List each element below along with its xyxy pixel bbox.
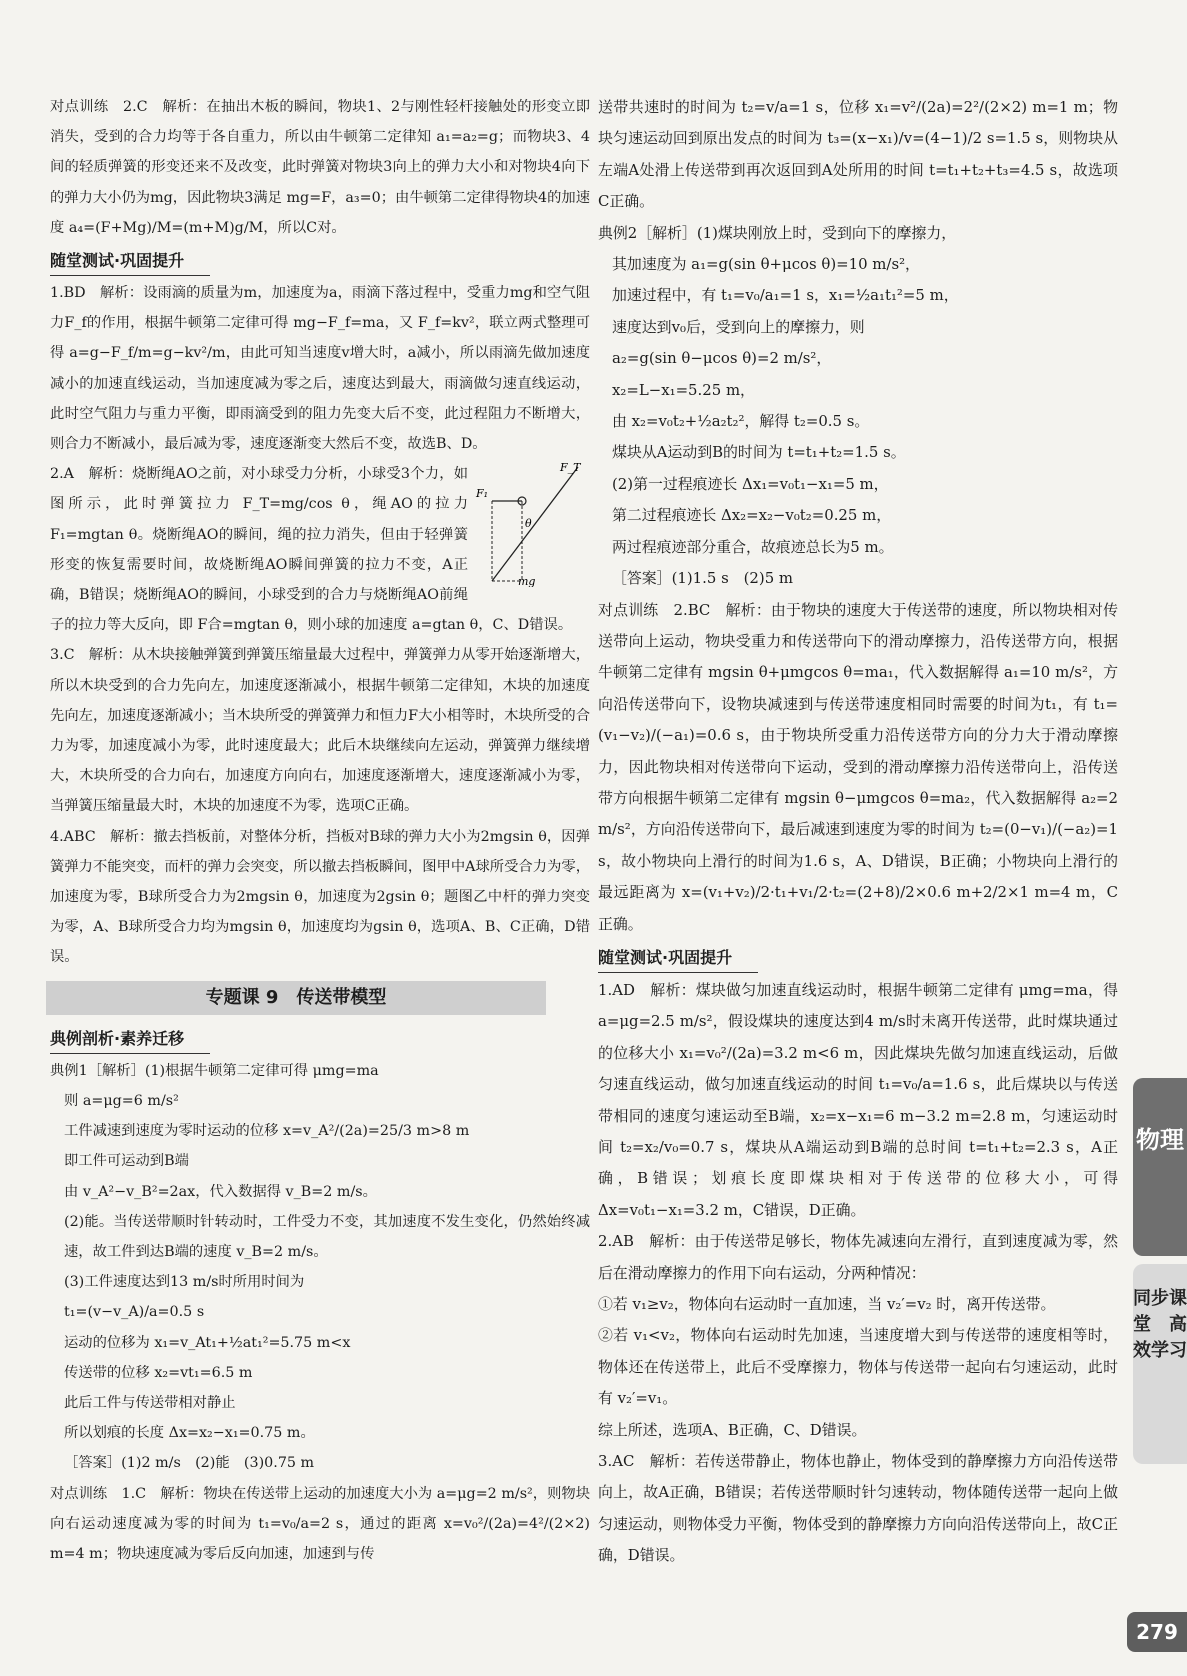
example2-line-c: 加速过程中，有 t₁=v₀/a₁=1 s，x₁=½a₁t₁²=5 m， bbox=[612, 286, 959, 305]
example1-line-c: 工件减速到速度为零时运动的位移 x=v_A²/(2a)=25/3 m>8 m bbox=[64, 1123, 470, 1140]
training-2c: 对点训练 2.C 解析：在抽出木板的瞬间，物块1、2与刚性轻杆接触处的形变立即消失，受到的合力均等于各自重力，所以由牛顿第二定律知 a₁=a₂=g；而物块3、4间的轻质弹簧的形变还来不及改变，此时弹簧对物块3向上的弹力大小和对物块4向下的弹力大小仍为mg，因此物块3满足 mg=F，a₃=0；由牛顿第二定律得物块4的加速度 a₄=(F+Mg)/M=(m+M)g/M，所以C对。 bbox=[50, 99, 590, 236]
training-1c-continued: 送带共速时的时间为 t₂=v/a=1 s，位移 x₁=v²/(2a)=2²/(2×2) m=1 m；物块匀速运动回到原出发点的时间为 t₃=(x−x₁)/v=(4−1)/2 s=1.5 s，则物块从左端A处滑上传送带到再次返回到A处所用的时间 t=t₁+t₂+t₃=4.5 s，故选项C正确。 bbox=[598, 98, 1118, 211]
example2-line-h: 煤块从A运动到B的时间为 t=t₁+t₂=1.5 s。 bbox=[612, 443, 906, 462]
subject-tab: 物理 bbox=[1133, 1078, 1187, 1256]
quiz-item-2-text: 2.A 解析：烧断绳AO之前，对小球受力分析，小球受3个力，如图所示，此时弹簧拉力 F_T=mg/cos θ，绳AO的拉力 F₁=mgtan θ。烧断绳AO的瞬间，绳的拉力消失，但由于轻弹簧形变的恢复需要时间，故烧断绳AO瞬间弹簧的拉力不变，A正确，B错误；烧断绳AO的瞬间，小球受到的合力与烧断绳AO前绳子的拉力等大反向，即 F合=mgtan θ，则小球的加速度 a=gtan θ，C、D错误。 bbox=[50, 466, 573, 634]
chapter-banner: 专题课 9 传送带模型 bbox=[46, 981, 546, 1015]
quiz2-item-2-conclusion: 综上所述，选项A、B正确，C、D错误。 bbox=[598, 1420, 867, 1439]
example1-line-l: 所以划痕的长度 Δx=x₂−x₁=0.75 m。 bbox=[64, 1425, 315, 1442]
example2-line-e: a₂=g(sin θ−μcos θ)=2 m/s²， bbox=[612, 349, 832, 368]
example2-line-a: 典例2［解析］(1)煤块刚放上时，受到向下的摩擦力， bbox=[598, 223, 957, 242]
example2-line-g: 由 x₂=v₀t₂+½a₂t₂²，解得 t₂=0.5 s。 bbox=[612, 412, 870, 431]
quiz-item-2 bbox=[50, 459, 590, 640]
quiz2-item-2: 2.AB 解析：由于传送带足够长，物体先减速向左滑行，直到速度减为零，然后在滑动摩擦力的作用下向右运动，分两种情况： bbox=[598, 1232, 1118, 1282]
example1-line-i: 运动的位移为 x₁=v_At₁+½at₁²=5.75 m<x bbox=[64, 1334, 351, 1351]
example2-line-d: 速度达到v₀后，受到向上的摩擦力，则 bbox=[612, 317, 865, 336]
section-heading-quiz: 随堂测试·巩固提升 bbox=[50, 247, 210, 276]
example2-line-j: 第二过程痕迹长 Δx₂=x₂−v₀t₂=0.25 m， bbox=[612, 506, 892, 525]
label-theta: θ bbox=[525, 517, 532, 531]
page-number: 279 bbox=[1127, 1612, 1187, 1652]
example1-line-h: t₁=(v−v_A)/a=0.5 s bbox=[64, 1304, 205, 1321]
left-column bbox=[50, 92, 590, 1569]
example2-line-f: x₂=L−x₁=5.25 m， bbox=[612, 380, 755, 399]
label-mg: mg bbox=[518, 575, 536, 588]
label-ft: F_T bbox=[560, 461, 581, 475]
example1-answer: ［答案］(1)2 m/s (2)能 (3)0.75 m bbox=[64, 1455, 315, 1472]
section-heading-quiz-2: 随堂测试·巩固提升 bbox=[598, 944, 758, 973]
label-f1: F₁ bbox=[476, 487, 489, 501]
example1-line-a: 典例1［解析］(1)根据牛顿第二定律可得 μmg=ma bbox=[50, 1062, 379, 1079]
series-tab: 同步课堂 高效学习 bbox=[1133, 1264, 1187, 1464]
example2-line-i: (2)第一过程痕迹长 Δx₁=v₀t₁−x₁=5 m， bbox=[612, 474, 889, 493]
example2-line-k: 两过程痕迹部分重合，故痕迹总长为5 m。 bbox=[612, 537, 894, 556]
right-column bbox=[598, 92, 1118, 1572]
quiz-item-4: 4.ABC 解析：撤去挡板前，对整体分析，挡板对B球的弹力大小为2mgsin θ，因弹簧弹力不能突变，而杆的弹力会突变，所以撤去挡板瞬间，图甲中A球所受合力为零，加速度为零，B球所受合力为2mgsin θ，加速度为2gsin θ；题图乙中杆的弹力突变为零，A、B球所受合力均为mgsin θ，加速度均为gsin θ，选项A、B、C正确，D错误。 bbox=[50, 828, 590, 966]
example1-line-e: 由 v_A²−v_B²=2ax，代入数据得 v_B=2 m/s。 bbox=[64, 1183, 377, 1200]
quiz2-item-3: 3.AC 解析：若传送带静止，物体也静止，物体受到的静摩擦力方向沿传送带向上，故A正确，B错误；若传送带顺时针匀速转动，物体随传送带一起向上做匀速运动，则物体受力平衡，物体受到的静摩擦力方向向沿传送带向上，故C正确，D错误。 bbox=[598, 1452, 1118, 1565]
example1-line-g: (3)工件速度达到13 m/s时所用时间为 bbox=[64, 1274, 305, 1291]
quiz2-item-2-case1: ①若 v₁≥v₂，物体向右运动时一直加速，当 v₂′=v₂ 时，离开传送带。 bbox=[598, 1295, 1056, 1314]
example1-line-d: 即工件可运动到B端 bbox=[64, 1153, 189, 1170]
quiz-item-3: 3.C 解析：从木块接触弹簧到弹簧压缩量最大过程中，弹簧弹力从零开始逐渐增大，所以木块受到的合力先向左，加速度逐渐减小，根据牛顿第二定律知，木块的加速度先向左，加速度逐渐减小；当木块所受的弹簧弹力和恒力F大小相等时，木块所受的合力为零，加速度减小为零，此时速度最大；此后木块继续向左运动，弹簧弹力继续增大，木块所受的合力向右，加速度方向向右，加速度逐渐增大，速度逐渐减小为零，当弹簧压缩量最大时，木块的加速度不为零，选项C正确。 bbox=[50, 647, 590, 815]
quiz2-item-2-case2: ②若 v₁<v₂，物体向右运动时先加速，当速度增大到与传送带的速度相等时，物体还在传送带上，此后不受摩擦力，物体与传送带一起向右匀速运动，此时有 v₂′=v₁。 bbox=[598, 1326, 1118, 1408]
force-diagram bbox=[474, 459, 586, 587]
example1-line-j: 传送带的位移 x₂=vt₁=6.5 m bbox=[64, 1364, 253, 1381]
training-2bc: 对点训练 2.BC 解析：由于物块的速度大于传送带的速度，所以物块相对传送带向上运动，物块受重力和传送带向下的滑动摩擦力，沿传送带方向，根据牛顿第二定律有 mgsin θ+μmgcos θ=ma₁，代入数据解得 a₁=10 m/s²，方向沿传送带向下，设物块减速到与传送带速度相同时需要的时间为t₁，有 t₁=(v₁−v₂)/(−a₁)=0.6 s，由于物块所受重力沿传送带方向的分力大于滑动摩擦力，因此物块相对传送带向下运动，受到的滑动摩擦力沿传送带向上，沿传送带方向根据牛顿第二定律有 mgsin θ−μmgcos θ=ma₂，代入数据解得 a₂=2 m/s²，方向沿传送带向下，最后减速到速度为零的时间为 t₂=(0−v₁)/(−a₂)=1 s，故小物块向上滑行的时间为1.6 s，A、D错误，B正确；小物块向上滑行的最远距离为 x=(v₁+v₂)/2·t₁+v₁/2·t₂=(2+8)/2×0.6 m+2/2×1 m=4 m，C正确。 bbox=[598, 600, 1118, 933]
example1-line-k: 此后工件与传送带相对静止 bbox=[64, 1394, 236, 1411]
quiz-item-1: 1.BD 解析：设雨滴的质量为m，加速度为a，雨滴下落过程中，受重力mg和空气阻力F_f的作用，根据牛顿第二定律可得 mg−F_f=ma，又 F_f=kv²，联立两式整理可得 a=g−F_f/m=g−kv²/m，由此可知当速度v增大时，a减小，所以雨滴先做加速度减小的加速直线运动，当加速度减为零之后，速度达到最大，雨滴做匀速直线运动，此时空气阻力与重力平衡，即雨滴受到的阻力先变大后不变，此过程阻力不断增大，则合力不断减小，最后减为零，速度逐渐变大然后不变，故选B、D。 bbox=[50, 285, 590, 453]
training-1c: 对点训练 1.C 解析：物块在传送带上运动的加速度大小为 a=μg=2 m/s²，则物块向右运动速度减为零的时间为 t₁=v₀/a=2 s，通过的距离 x=v₀²/(2a)=4²/(2×2) m=4 m；物块速度减为零后反向加速，加速到与传 bbox=[50, 1485, 590, 1562]
example2-answer: ［答案］(1)1.5 s (2)5 m bbox=[612, 569, 794, 588]
example1-line-b: 则 a=μg=6 m/s² bbox=[64, 1092, 179, 1109]
example2-line-b: 其加速度为 a₁=g(sin θ+μcos θ)=10 m/s²， bbox=[612, 255, 920, 274]
example1-line-f: (2)能。当传送带顺时针转动时，工件受力不变，其加速度不发生变化，仍然始终减速，故工件到达B端的速度 v_B=2 m/s。 bbox=[64, 1213, 590, 1260]
quiz2-item-1: 1.AD 解析：煤块做匀加速直线运动时，根据牛顿第二定律有 μmg=ma，得 a=μg=2.5 m/s²，假设煤块的速度达到4 m/s时未离开传送带，此时煤块通过的位移大小 x₁=v₀²/(2a)=3.2 m<6 m，因此煤块先做匀加速直线运动，后做匀速直线运动，做匀加速直线运动的时间 t₁=v₀/a=1.6 s，此后煤块以与传送带相同的速度匀速运动至B端，x₂=x−x₁=6 m−3.2 m=2.8 m，匀速运动时间 t₂=x₂/v₀=0.7 s，煤块从A端运动到B端的总时间 t=t₁+t₂=2.3 s，A正确，B错误；划痕长度即煤块相对于传送带的位移大小，可得 Δx=v₀t₁−x₁=3.2 m，C错误，D正确。 bbox=[598, 980, 1118, 1219]
section-heading-examples: 典例剖析·素养迁移 bbox=[50, 1025, 210, 1054]
